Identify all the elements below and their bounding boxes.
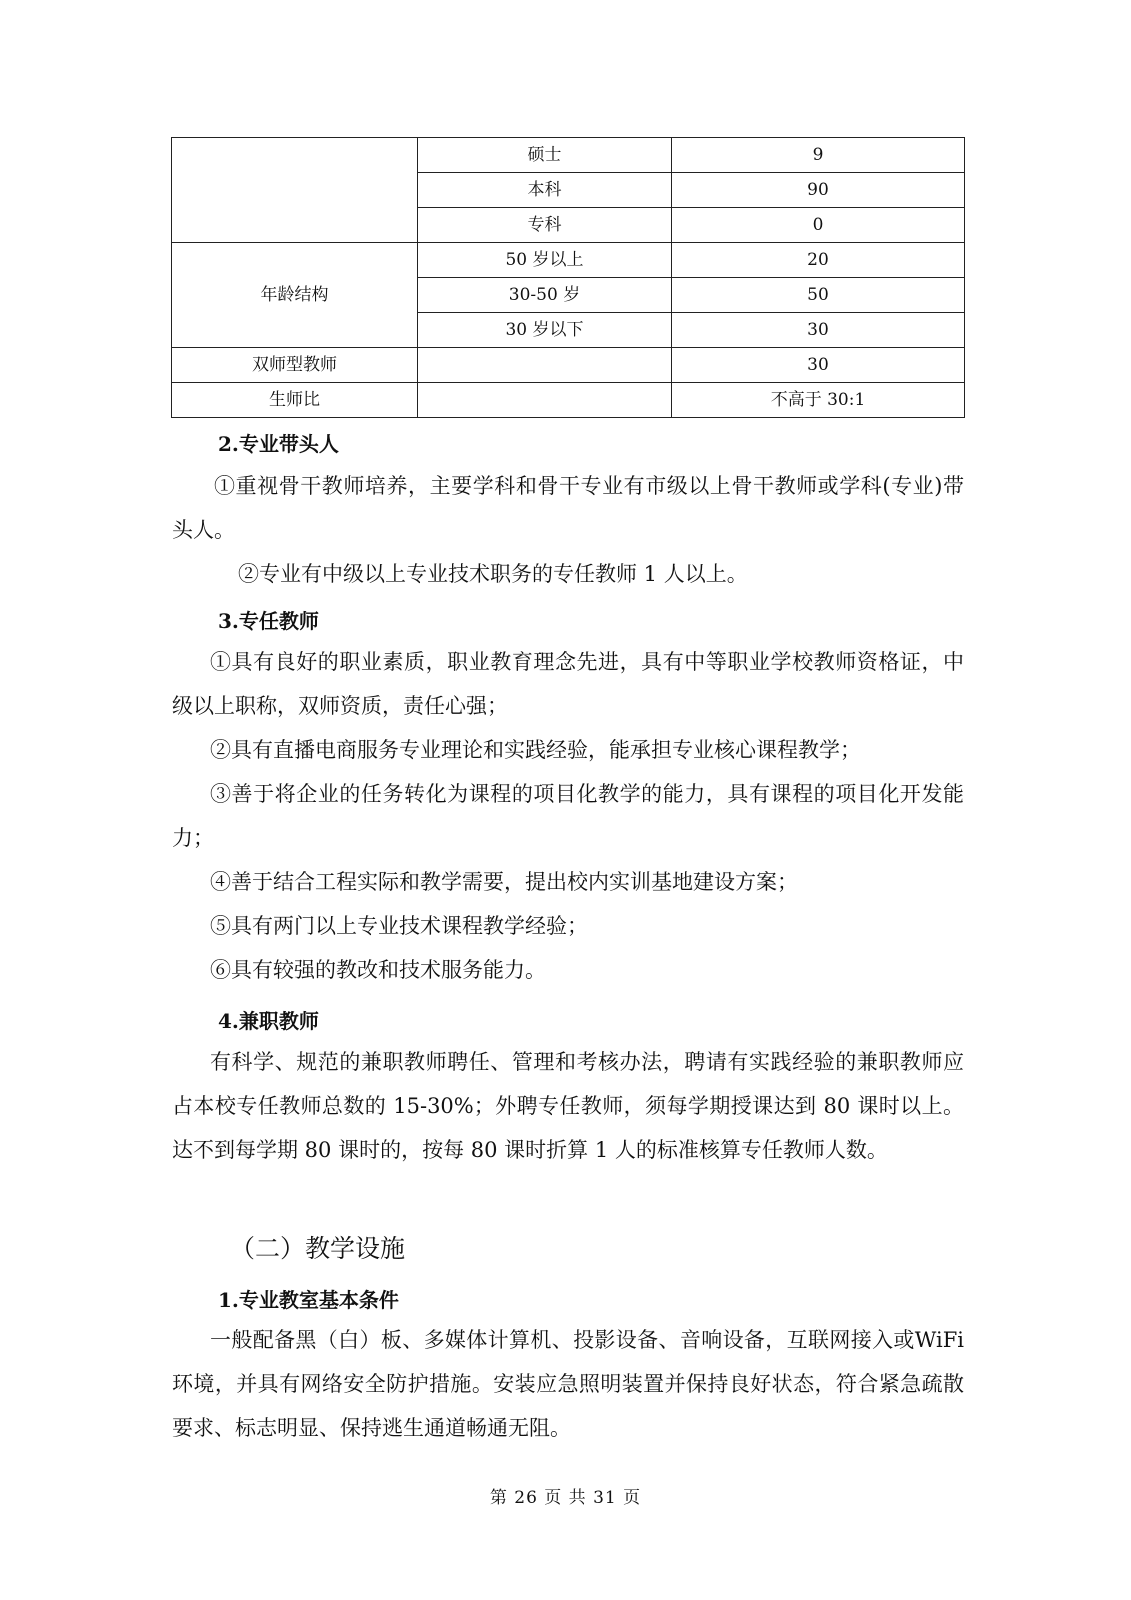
table-cell: 30 岁以下 — [418, 313, 672, 348]
table-cell: 20 — [672, 243, 965, 278]
heading-full-time-teachers: 3.专任教师 — [218, 609, 319, 633]
table-cell: 9 — [672, 138, 965, 173]
paragraph: 一般配备黑（白）板、多媒体计算机、投影设备、音响设备，互联网接入或WiFi 环境，并具有网络安全防护措施。安装应急照明装置并保持良好状态，符合紧急疏散要求、标志明显、保持逃生通道畅通无阻。 — [172, 1328, 964, 1440]
table-cell — [172, 138, 418, 243]
table-cell: 双师型教师 — [172, 348, 418, 383]
table-cell: 50 — [672, 278, 965, 313]
table-row — [172, 383, 965, 418]
table-cell: 30 — [672, 348, 965, 383]
paragraph: ④善于结合工程实际和教学需要，提出校内实训基地建设方案； — [210, 870, 798, 894]
table-cell: 30-50 岁 — [418, 278, 672, 313]
section-part-time-teachers — [172, 1040, 964, 1172]
table-cell — [418, 348, 672, 383]
section-full-time-teachers — [172, 640, 964, 992]
section-subject-leader — [172, 464, 964, 596]
table-cell: 50 岁以上 — [418, 243, 672, 278]
table-cell: 专科 — [418, 208, 672, 243]
heading-part-time-teachers: 4.兼职教师 — [218, 1009, 319, 1033]
paragraph: 有科学、规范的兼职教师聘任、管理和考核办法，聘请有实践经验的兼职教师应占本校专任教师总数的 15-30%；外聘专任教师，须每学期授课达到 80 课时以上。达不到每学期 80 课时的，按每 80 课时折算 1 人的标准核算专任教师人数。 — [172, 1050, 964, 1162]
paragraph: ⑤具有两门以上专业技术课程教学经验； — [210, 914, 588, 938]
paragraph: ①重视骨干教师培养，主要学科和骨干专业有市级以上骨干教师或学科(专业)带头人。 — [172, 474, 964, 542]
paragraph: ⑥具有较强的教改和技术服务能力。 — [210, 958, 546, 982]
section-title-teaching-facilities: （二）教学设施 — [230, 1234, 406, 1263]
table-cell — [418, 383, 672, 418]
staff-structure-table — [171, 137, 965, 418]
paragraph: ②专业有中级以上专业技术职务的专任教师 1 人以上。 — [238, 562, 748, 586]
table-row — [172, 243, 965, 278]
heading-classroom-conditions: 1.专业教室基本条件 — [218, 1288, 399, 1312]
table-cell: 0 — [672, 208, 965, 243]
heading-subject-leader: 2.专业带头人 — [218, 432, 339, 456]
table-cell-age-structure: 年龄结构 — [172, 243, 418, 348]
table-cell: 90 — [672, 173, 965, 208]
table-cell: 本科 — [418, 173, 672, 208]
page-number-footer: 第 26 页 共 31 页 — [489, 1488, 642, 1508]
table-cell: 生师比 — [172, 383, 418, 418]
paragraph: ②具有直播电商服务专业理论和实践经验，能承担专业核心课程教学； — [210, 738, 861, 762]
paragraph: ①具有良好的职业素质，职业教育理念先进，具有中等职业学校教师资格证，中级以上职称，双师资质，责任心强； — [172, 650, 964, 718]
table-row — [172, 138, 965, 173]
paragraph: ③善于将企业的任务转化为课程的项目化教学的能力，具有课程的项目化开发能力； — [172, 782, 964, 850]
table-cell: 不高于 30:1 — [672, 383, 965, 418]
table-row — [172, 348, 965, 383]
table-cell: 30 — [672, 313, 965, 348]
table-cell: 硕士 — [418, 138, 672, 173]
section-classroom-conditions — [172, 1318, 964, 1450]
